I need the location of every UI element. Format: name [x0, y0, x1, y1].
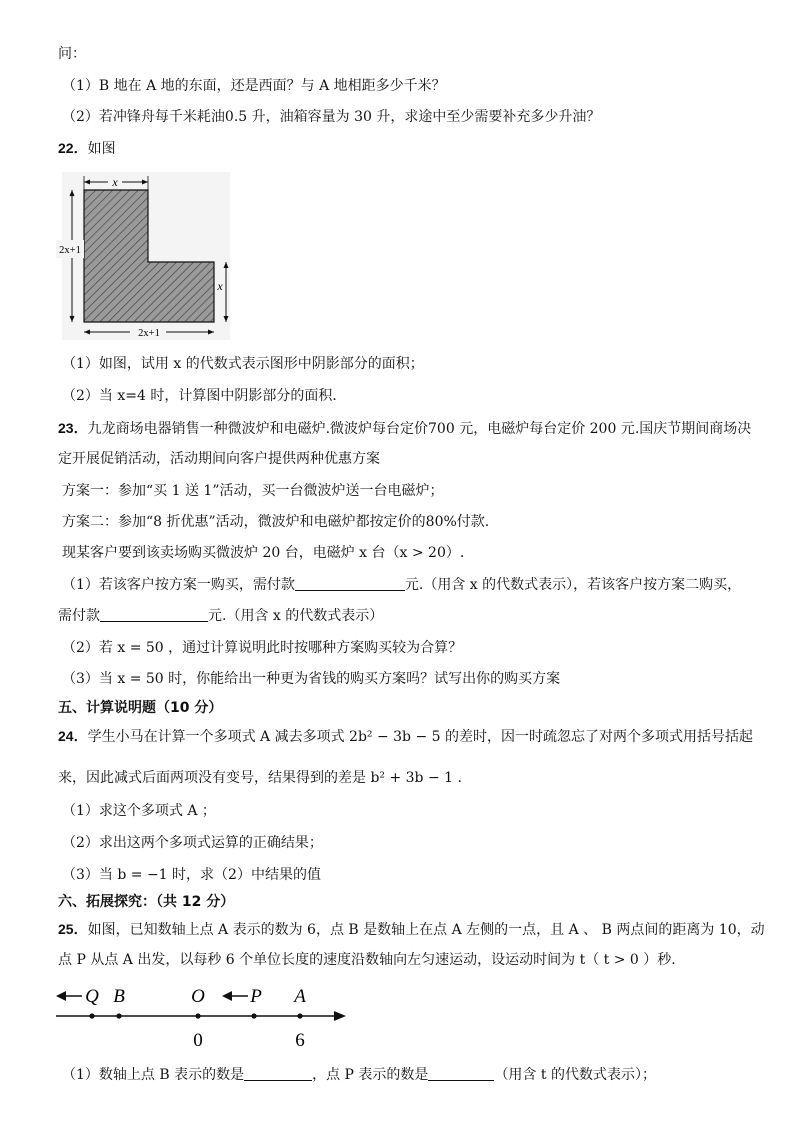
answer-blank[interactable] [100, 607, 208, 622]
q21-part2: （2）若冲锋舟每千米耗油0.5 升，油箱容量为 30 升，求途中至少需要补充多少升油？ [62, 109, 601, 125]
q22-heading [58, 138, 116, 159]
plan-two: 方案二：参加“8 折优惠”活动，微波炉和电磁炉都按定价的80%付款. [62, 514, 490, 530]
section-heading: 五、计算说明题（10 分） [58, 700, 223, 716]
prompt-text: （1）数轴上点 B 表示的数是 [62, 1067, 245, 1083]
question-number: 22． [58, 140, 88, 156]
text-line: 点 P 从点 A 出发，以每秒 6 个单位长度的速度沿数轴向左匀速运动，设运动时间为 t（ t > 0 ）秒. [58, 952, 676, 968]
prompt-text: （1）若该客户按方案一购买，需付款 [62, 577, 295, 593]
q23-part1 [62, 575, 741, 595]
q22-part1: （1）如图，试用 x 的代数式表示图形中阴影部分的面积； [62, 356, 424, 372]
q23-part1-cont [58, 606, 383, 626]
question-text: 如图，已知数轴上点 A 表示的数为 6，点 B 是数轴上在点 A 左侧的一点，且 A 、 B 两点间的距离为 10，动 [87, 922, 765, 938]
question-text: 如图 [87, 141, 116, 157]
text-line: 来，因此减式后面两项没有变号，结果得到的差是 b² + 3b − 1 . [58, 770, 462, 786]
l-shape-figure [56, 170, 236, 342]
point-o [195, 1013, 200, 1018]
q21-part1: （1）B 地在 A 地的东面，还是西面？与 A 地相距多少千米？ [62, 78, 446, 94]
q23-part2: （2）若 x = 50 ，通过计算说明此时按哪种方案购买较为合算？ [62, 640, 463, 656]
question-text: 学生小马在计算一个多项式 A 减去多项式 2b² − 3b − 5 的差时，因一时疏忽忘了对两个多项式用括号括起 [87, 729, 754, 745]
prompt-text: 需付款 [58, 608, 100, 624]
prompt-text: 元.（用含 x 的代数式表示） [208, 608, 384, 624]
q24-part2: （2）求出这两个多项式运算的正确结果； [62, 835, 323, 851]
q24-part1: （1）求这个多项式 A ； [62, 803, 216, 819]
label-o: O [191, 986, 205, 1007]
point-a [297, 1013, 302, 1018]
left-dim-label: 2x+1 [59, 245, 81, 256]
top-dim-label: x [112, 175, 118, 189]
question-number: 25． [58, 921, 88, 937]
label-q: Q [85, 986, 99, 1007]
label-b: B [113, 986, 125, 1007]
bottom-dim-label: 2x+1 [138, 328, 160, 339]
number-line-figure [50, 980, 360, 1052]
tick-label-0: 0 [193, 1030, 203, 1051]
plan-one: 方案一：参加“买 1 送 1”活动，买一台微波炉送一台电磁炉； [62, 483, 444, 499]
q24-part3: （3）当 b = −1 时，求（2）中结果的值 [62, 867, 321, 883]
arrow-left-icon [222, 991, 232, 1001]
question-number: 23． [58, 420, 88, 436]
label-p: P [250, 986, 262, 1007]
text-line: 定开展促销活动，活动期间向客户提供两种优惠方案 [58, 451, 380, 467]
q22-part2: （2）当 x=4 时，计算图中阴影部分的面积． [62, 388, 347, 404]
right-dim-label: x [217, 279, 223, 293]
q23-heading [58, 418, 751, 439]
arrow-left-icon [56, 991, 66, 1001]
point-p [251, 1013, 256, 1018]
question-text: 九龙商场电器销售一种微波炉和电磁炉.微波炉每台定价700 元，电磁炉每台定价 200 元.国庆节期间商场决 [87, 421, 752, 437]
prompt-text: 元.（用含 x 的代数式表示），若该客户按方案二购买， [404, 577, 742, 593]
prompt-text: ，点 P 表示的数是 [312, 1067, 429, 1083]
q24-heading [58, 726, 753, 747]
prompt-text: （用含 t 的代数式表示）； [494, 1067, 656, 1083]
question-number: 24． [58, 728, 88, 744]
point-b [116, 1013, 121, 1018]
q25-part1 [62, 1065, 656, 1085]
q25-heading [58, 919, 765, 940]
point-q [89, 1013, 94, 1018]
text-line: 现某客户要到该卖场购买微波炉 20 台，电磁炉 x 台（x > 20）. [62, 545, 465, 561]
answer-blank[interactable] [428, 1066, 494, 1081]
answer-blank[interactable] [295, 576, 405, 591]
text-line: 问： [58, 46, 86, 62]
label-a: A [294, 986, 306, 1007]
axis-arrow [334, 1011, 346, 1021]
tick-label-6: 6 [295, 1030, 305, 1051]
answer-blank[interactable] [244, 1066, 312, 1081]
q23-part3: （3）当 x = 50 时，你能给出一种更为省钱的购买方案吗？试写出你的购买方案 [62, 671, 561, 687]
section-heading: 六、拓展探究：（共 12 分） [58, 894, 235, 910]
